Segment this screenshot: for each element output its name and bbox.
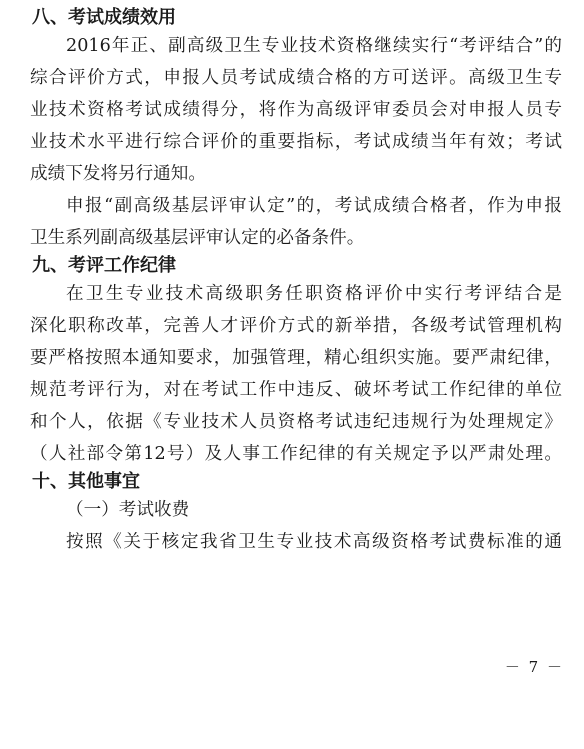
paragraph-line: 卫生系列副高级基层评审认定的必备条件。: [30, 228, 365, 248]
document-page: [30, 6, 562, 558]
paragraph-line: 综合评价方式，申报人员考试成绩合格的方可送评。高级卫生专: [30, 68, 562, 88]
paragraph-line: 2016年正、副高级卫生专业技术资格继续实行“考评结合”的: [66, 36, 562, 56]
sub-heading: （一）考试收费: [66, 500, 190, 520]
paragraph-line: 业技术资格考试成绩得分，将作为高级评审委员会对申报人员专: [30, 100, 562, 120]
paragraph-line: （人社部令第12号）及人事工作纪律的有关规定予以严肃处理。: [30, 444, 562, 464]
paragraph-line: 申报“副高级基层评审认定”的，考试成绩合格者，作为申报: [66, 196, 562, 216]
paragraph-line: 要严格按照本通知要求，加强管理，精心组织实施。要严肃纪律，: [30, 348, 562, 368]
paragraph-line: 在卫生专业技术高级职务任职资格评价中实行考评结合是: [66, 284, 562, 304]
section-heading-8: 八、考试成绩效用: [32, 7, 176, 28]
paragraph-line: 成绩下发将另行通知。: [30, 164, 206, 184]
paragraph-line: 深化职称改革，完善人才评价方式的新举措，各级考试管理机构: [30, 316, 562, 336]
section-heading-10: 十、其他事宜: [32, 471, 140, 492]
paragraph-line: 按照《关于核定我省卫生专业技术高级资格考试费标准的通: [66, 532, 562, 552]
paragraph-line: 业技术水平进行综合评价的重要指标，考试成绩当年有效；考试: [30, 132, 562, 152]
section-heading-9: 九、考评工作纪律: [32, 255, 176, 276]
paragraph-line: 和个人，依据《专业技术人员资格考试违纪违规行为处理规定》: [30, 412, 562, 432]
paragraph-line: 规范考评行为，对在考试工作中违反、破坏考试工作纪律的单位: [30, 380, 562, 400]
page-number: － 7 －: [504, 658, 564, 676]
